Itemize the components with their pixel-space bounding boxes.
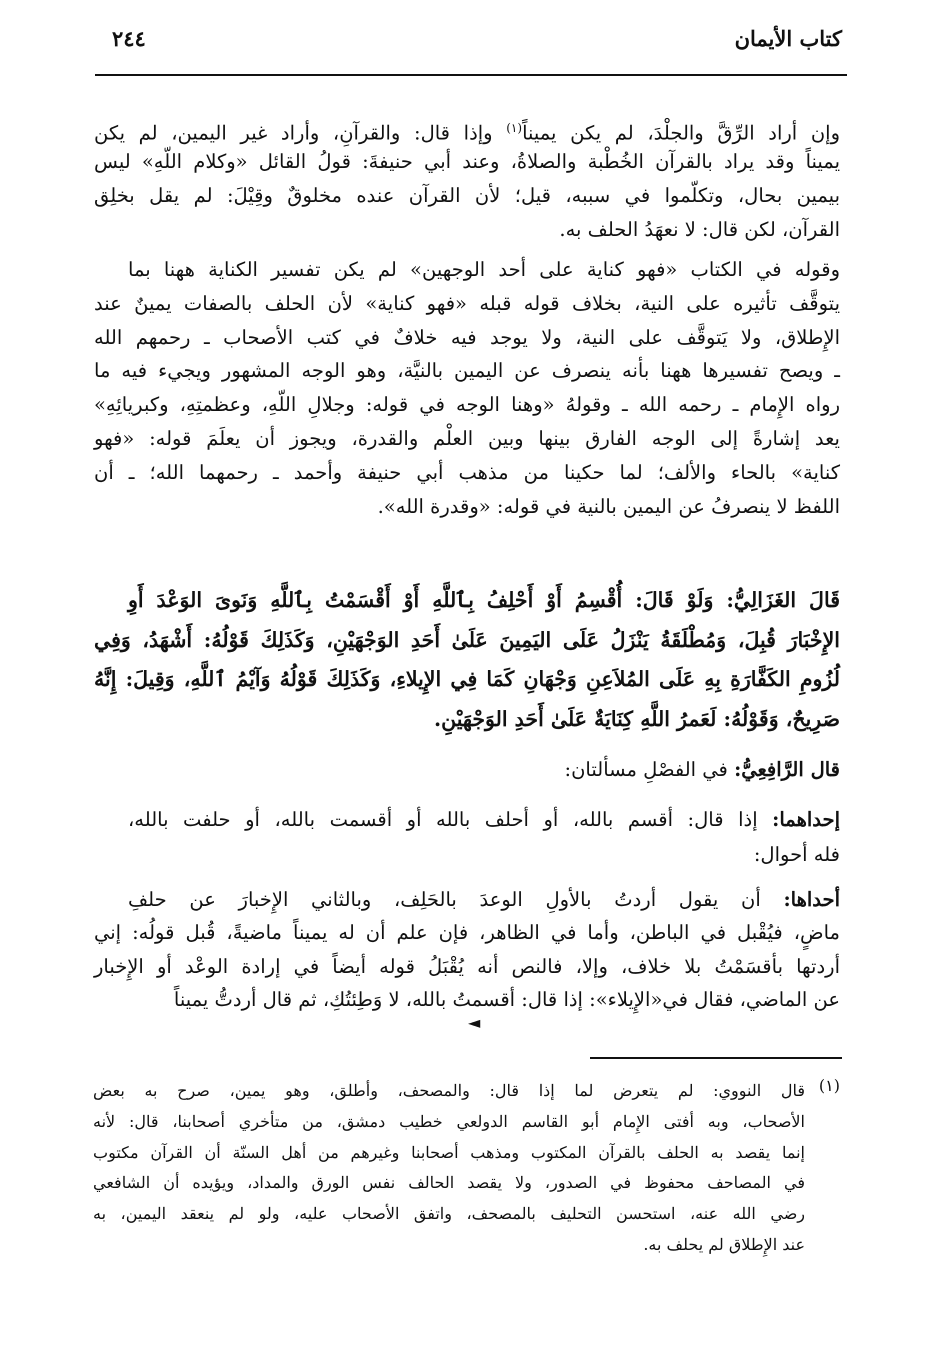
text-span: رواه الإِمام ـ رحمه الله ـ وقولهُ «وهنا الوجه في قوله: وجلالِ اللّهِ، وعظمتِهِ، وكبريائِهِ» — [94, 393, 840, 417]
text-line — [94, 490, 840, 524]
text-line — [94, 916, 840, 950]
text-span: فله أحوال: — [753, 843, 840, 866]
footnote-line: في المصاحف محفوظ في الصدور، ولا يقصد الحالف نفس الورق والمداد، ويؤيده أن الشافعي — [93, 1173, 806, 1193]
bold-label: قال الرَّافِعِيُّ: — [734, 758, 840, 781]
text-line — [94, 456, 840, 490]
text-span: في الفصْلِ مسألتان: — [564, 758, 735, 781]
text-span: الإِطلاق، ولا يَتوقَّف على النية، ولا يوجد فيه خلافٌ في كتب الأصحاب ـ رحمهم الله — [94, 325, 840, 349]
text-span: وإذا قال: والقرآنِ، وأراد غير اليمين، لم يكن — [94, 121, 507, 145]
footnote-marker: (١) — [818, 1076, 840, 1095]
text-line — [94, 983, 840, 1017]
text-span: يعد إشارةً إلى الوجه الفارق بينها وبين العلْم والقدرة، ويجوز أن يعلَمَ قوله: «فهو — [94, 427, 840, 450]
text-span: وقوله في الكتاب «فهو كناية على أحد الوجهين» لم يكن تفسير الكناية ههنا بما — [128, 258, 840, 281]
text-span: كناية» بالحاء والألف؛ لما حكينا من مذهب أبي حنيفة وأحمد ـ رحمهما الله؛ ـ أن — [94, 460, 840, 484]
text-span: أن يقول أردتُ بالأولِ الوعدَ بالحَلِف، وبالثاني الإِخبارَ عن حلفِ — [128, 888, 784, 911]
page-number: ٢٤٤ — [112, 26, 146, 51]
text-line — [94, 354, 840, 388]
bold-label: أحداها: — [783, 888, 840, 911]
footnote-reference[interactable]: (١) — [506, 121, 523, 135]
text-line — [128, 583, 840, 617]
text-span: ماضٍ، فيُقْبل في الباطن، وأما في الظاهر، فإن علم أن له يميناً ماضيةً، قُبل قولُه: إني — [94, 921, 840, 945]
text-line — [94, 950, 840, 984]
text-span: قَالَ الغَزَالِيُّ: وَلَوْ قَالَ: أُقْسِمُ أَوْ أَحْلِفُ بِٱللَّهِ أَوْ أَقْسَمْتُ بِٱللَّهِ وَنَوىَ الوَعْدَ أَوِ — [128, 588, 840, 612]
text-line — [94, 623, 840, 657]
footnote-line: قال النووي: لم يتعرض لما إذا قال: والمصحف، وأطلق، وهو يمين، صرح به بعض — [93, 1081, 805, 1100]
text-line — [94, 321, 840, 355]
text-span: إذا قال: أقسم بالله، أو أحلف بالله أو أقسمت بالله، أو حلفت بالله، — [128, 808, 773, 831]
footnote-line: إنما يقصد به الحلف بالقرآن المكتوب ومذهب أصحابنا وغيرهم من أهل السنّة أن القرآن مكتوب — [93, 1142, 805, 1162]
text-line — [94, 838, 840, 872]
text-span: يميناً وقد يراد بالقرآن الخُطْبة والصلاةُ، وعند أبي حنيفةَ: قولُ القائل «وكلام اللّهِ» ليس — [94, 150, 840, 173]
text-span: ـ ويصح تفسيرها ههنا بأنه ينصرف عن اليمين بالنيَّة، وهو الوجه المشهور ويجيء فيه ما — [94, 359, 840, 383]
text-line — [94, 422, 840, 456]
text-line — [128, 803, 840, 837]
footnote-separator — [590, 1057, 842, 1059]
text-line — [94, 179, 840, 213]
text-span: الإِخْبَارَ قُبِلَ، وَمُطْلَقَةُ يَنْزَلُ عَلَى اليَمِينَ عَلَىٰ أَحَدِ الوَجْهَيْنِ، وَكَذَلِكَ قَوْلُهُ: أَشْهَدُ، وَفِي — [94, 627, 840, 652]
text-line — [94, 287, 840, 321]
text-span: وإن أراد الرِّقَّ والجلْدَ، لم يكن يميناً — [522, 121, 840, 145]
text-span: اللفظ لا ينصرفُ عن اليمين بالنية في قوله: «وقدرة الله». — [377, 494, 840, 518]
footnote-line: رضي الله عنه، استحسن التحليف بالمصحف، واتفق الأصحاب عليه، ولو لم ينعقد اليمين، به — [93, 1204, 805, 1224]
text-line — [128, 883, 840, 917]
text-span: بيمين بحال، وتكلّموا في سببه، قيل؛ لأن القرآن عنده مخلوقٌ وقِيْلَ: لم يقل بخلِق — [94, 184, 840, 207]
text-span: لُزُومِ الكَفَّارَةِ بِهِ عَلَى المُلاَعِنِ وَجْهَانِ كَمَا فِي الإِيلاءِ، وَكَذَلِكَ قَوْلُهُ وَآيْمُ ٱللَّهِ، وَقِيلَ: إِنَّهُ — [94, 667, 840, 691]
text-line — [94, 111, 840, 145]
text-span: عن الماضي، فقال في«الإِيلاء»: إذا قال: أقسمتُ بالله، لا وَطِئتُكِ، ثم قال أردتُّ يميناً — [173, 988, 840, 1012]
continuation-arrow-icon: ◄ — [468, 1013, 481, 1032]
text-span: أردتها بأقسَمْتُ بلا خلاف، وإلا، فالنص أنه يُقْبَلُ قوله أيضاً في إرادة الوعْد أو الإِخبار — [94, 954, 840, 978]
text-line — [128, 253, 840, 287]
footnote-line: الأصحاب، وبه أفتى الإِمام أبو القاسم الدولعي خطيب دمشق، من متأخري أصحابنا، قال: لأنه — [93, 1111, 805, 1131]
text-line — [94, 388, 840, 422]
bold-label: إحداهما: — [772, 808, 840, 831]
text-span: القرآن، لكن قال: لا نعهَدُ الحلف به. — [559, 218, 840, 241]
running-header-title: كتاب الأيمان — [734, 26, 842, 51]
header-rule — [95, 74, 847, 76]
text-line — [94, 662, 840, 696]
text-line — [94, 702, 840, 736]
text-line — [94, 145, 840, 179]
text-span: صَرِيحٌ، وَقَوْلُهُ: لَعَمرُ اللَّهِ كِنَايَةٌ عَلَىٰ أَحَدِ الوَجْهَيْنِ. — [433, 706, 840, 731]
text-line — [128, 753, 840, 787]
text-span: يتوقَّف تأثيره على النية، بخلاف قوله قبله «فهو كناية» لأن الحلف بالصفات يمينٌ عند — [94, 291, 840, 315]
footnote-line: عند الإِطلاق لم يحلف به. — [643, 1235, 805, 1254]
text-line — [94, 213, 840, 247]
